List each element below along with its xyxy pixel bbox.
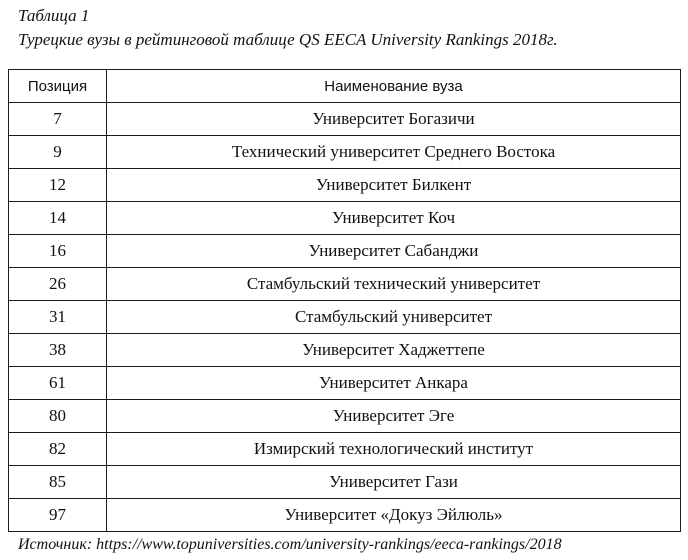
table-row (9, 235, 681, 268)
cell-position: 26 (9, 268, 107, 301)
header-position: Позиция (9, 70, 107, 103)
table-row (9, 169, 681, 202)
cell-university-name: Стамбульский университет (107, 301, 681, 334)
cell-university-name: Университет Билкент (107, 169, 681, 202)
cell-position: 85 (9, 466, 107, 499)
cell-university-name: Стамбульский технический университет (107, 268, 681, 301)
cell-position: 97 (9, 499, 107, 532)
cell-university-name: Измирский технологический институт (107, 433, 681, 466)
table-row (9, 433, 681, 466)
table-row (9, 400, 681, 433)
cell-position: 80 (9, 400, 107, 433)
cell-university-name: Университет Сабанджи (107, 235, 681, 268)
header-university-name: Наименование вуза (107, 70, 681, 103)
cell-university-name: Университет Хаджеттепе (107, 334, 681, 367)
cell-position: 38 (9, 334, 107, 367)
source-note: Источник: https://www.topuniversities.com/university-rankings/eeca-rankings/2018 (18, 536, 562, 553)
cell-position: 7 (9, 103, 107, 136)
table-row (9, 136, 681, 169)
cell-position: 12 (9, 169, 107, 202)
cell-university-name: Технический университет Среднего Востока (107, 136, 681, 169)
table-title: Турецкие вузы в рейтинговой таблице QS EECA University Rankings 2018г. (18, 30, 558, 49)
cell-university-name: Университет Эге (107, 400, 681, 433)
cell-position: 31 (9, 301, 107, 334)
table-row (9, 301, 681, 334)
cell-university-name: Университет Коч (107, 202, 681, 235)
table-header-row (9, 70, 681, 103)
table-row (9, 334, 681, 367)
rankings-table (8, 69, 681, 532)
cell-position: 61 (9, 367, 107, 400)
table-row (9, 466, 681, 499)
cell-position: 82 (9, 433, 107, 466)
cell-university-name: Университет Анкара (107, 367, 681, 400)
cell-university-name: Университет «Докуз Эйлюль» (107, 499, 681, 532)
table-row (9, 202, 681, 235)
cell-position: 9 (9, 136, 107, 169)
table-row (9, 367, 681, 400)
table-number-caption: Таблица 1 (18, 6, 90, 25)
cell-university-name: Университет Богазичи (107, 103, 681, 136)
table-row (9, 268, 681, 301)
table-row (9, 103, 681, 136)
cell-position: 16 (9, 235, 107, 268)
cell-position: 14 (9, 202, 107, 235)
cell-university-name: Университет Гази (107, 466, 681, 499)
table-row (9, 499, 681, 532)
